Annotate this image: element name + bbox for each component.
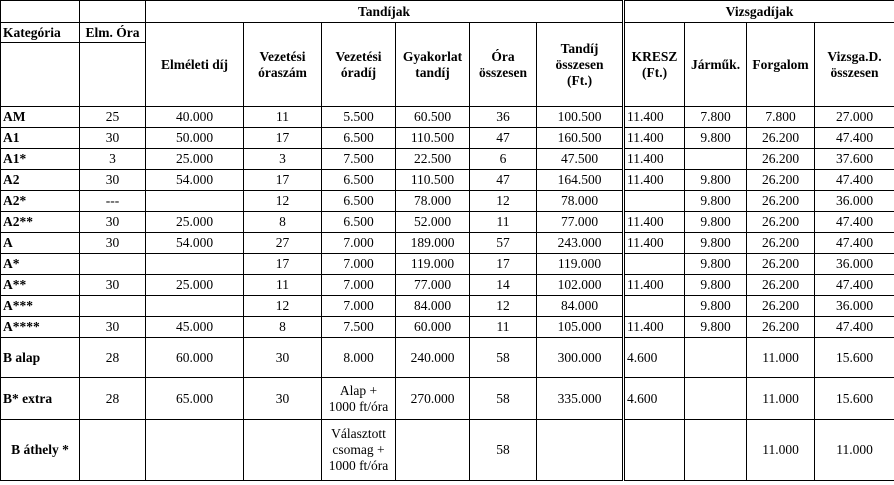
col-header-kresz: KRESZ (Ft.) — [624, 23, 685, 107]
cell-elmeleti-dij — [146, 296, 244, 317]
cell-elmeleti-dij: 50.000 — [146, 128, 244, 149]
table-row — [1, 254, 894, 275]
cell-elmeleti-dij: 45.000 — [146, 317, 244, 338]
cell-elm-ora — [80, 420, 146, 481]
cell-ora-osszesen: 11 — [470, 317, 537, 338]
cell-tandij-osszesen: 300.000 — [537, 338, 624, 378]
cell-jarmuk: 9.800 — [685, 296, 747, 317]
cell-kategoria: B* extra — [1, 378, 80, 420]
cell-vezetesi-oraszam — [244, 420, 322, 481]
cell-gyakorlat-tandij: 270.000 — [396, 378, 470, 420]
table-row — [1, 233, 894, 254]
col-header-vizsga-osszesen: Vizsga.D. összesen — [815, 23, 894, 107]
cell-ora-osszesen: 6 — [470, 149, 537, 170]
cell-forgalom: 26.200 — [747, 317, 815, 338]
cell-elmeleti-dij: 54.000 — [146, 233, 244, 254]
cell-ora-osszesen: 47 — [470, 170, 537, 191]
cell-vezetesi-oraszam: 30 — [244, 338, 322, 378]
cell-vezetesi-oraszam: 17 — [244, 170, 322, 191]
cell-forgalom: 26.200 — [747, 149, 815, 170]
cell-kategoria: A2 — [1, 170, 80, 191]
group-header-vizsgadijak: Vizsgadíjak — [624, 1, 894, 23]
cell-vizsga-osszesen: 15.600 — [815, 378, 894, 420]
header-blank-3 — [1, 43, 80, 107]
cell-gyakorlat-tandij: 189.000 — [396, 233, 470, 254]
table-row — [1, 212, 894, 233]
cell-elm-ora: 30 — [80, 317, 146, 338]
cell-jarmuk: 9.800 — [685, 212, 747, 233]
cell-jarmuk: 9.800 — [685, 233, 747, 254]
cell-gyakorlat-tandij — [396, 420, 470, 481]
col-header-elmeleti-dij: Elméleti díj — [146, 23, 244, 107]
cell-gyakorlat-tandij: 78.000 — [396, 191, 470, 212]
cell-vizsga-osszesen: 47.400 — [815, 275, 894, 296]
cell-vezetesi-oradij: 7.500 — [322, 149, 396, 170]
cell-vizsga-osszesen: 27.000 — [815, 107, 894, 128]
cell-elmeleti-dij — [146, 191, 244, 212]
cell-vezetesi-oraszam: 12 — [244, 191, 322, 212]
cell-gyakorlat-tandij: 52.000 — [396, 212, 470, 233]
cell-kategoria: A2** — [1, 212, 80, 233]
cell-kresz: 4.600 — [624, 338, 685, 378]
cell-vezetesi-oraszam: 17 — [244, 254, 322, 275]
cell-vizsga-osszesen: 15.600 — [815, 338, 894, 378]
cell-kategoria: A2* — [1, 191, 80, 212]
cell-vezetesi-oraszam: 11 — [244, 275, 322, 296]
table-row — [1, 149, 894, 170]
cell-forgalom: 26.200 — [747, 170, 815, 191]
cell-vizsga-osszesen: 47.400 — [815, 128, 894, 149]
cell-jarmuk: 7.800 — [685, 107, 747, 128]
cell-jarmuk — [685, 420, 747, 481]
cell-kategoria: B alap — [1, 338, 80, 378]
cell-ora-osszesen: 12 — [470, 296, 537, 317]
cell-elm-ora: --- — [80, 191, 146, 212]
cell-elm-ora — [80, 254, 146, 275]
cell-kresz: 11.400 — [624, 212, 685, 233]
cell-vezetesi-oraszam: 8 — [244, 212, 322, 233]
cell-elmeleti-dij: 40.000 — [146, 107, 244, 128]
table-row — [1, 107, 894, 128]
cell-ora-osszesen: 58 — [470, 420, 537, 481]
cell-gyakorlat-tandij: 84.000 — [396, 296, 470, 317]
table-row — [1, 128, 894, 149]
cell-forgalom: 26.200 — [747, 296, 815, 317]
cell-elmeleti-dij: 65.000 — [146, 378, 244, 420]
cell-vezetesi-oraszam: 8 — [244, 317, 322, 338]
cell-vezetesi-oradij: 7.500 — [322, 317, 396, 338]
cell-tandij-osszesen: 164.500 — [537, 170, 624, 191]
cell-kategoria: A*** — [1, 296, 80, 317]
oradij-line: Választott — [331, 426, 386, 441]
cell-ora-osszesen: 47 — [470, 128, 537, 149]
cell-tandij-osszesen — [537, 420, 624, 481]
cell-ora-osszesen: 14 — [470, 275, 537, 296]
cell-kategoria: A1 — [1, 128, 80, 149]
cell-vizsga-osszesen: 47.400 — [815, 317, 894, 338]
col-header-tandij-osszesen: Tandíj összesen (Ft.) — [537, 23, 624, 107]
cell-vezetesi-oraszam: 30 — [244, 378, 322, 420]
header-blank-1 — [1, 1, 80, 23]
table-row — [1, 296, 894, 317]
table-row — [1, 275, 894, 296]
cell-kategoria: A**** — [1, 317, 80, 338]
cell-kresz: 11.400 — [624, 149, 685, 170]
cell-ora-osszesen: 12 — [470, 191, 537, 212]
group-header-tandijak: Tandíjak — [146, 1, 624, 23]
oradij-line: csomag + — [332, 442, 385, 457]
cell-elm-ora: 30 — [80, 170, 146, 191]
oradij-line: Alap + — [339, 382, 378, 398]
cell-elm-ora: 3 — [80, 149, 146, 170]
cell-elm-ora: 28 — [80, 338, 146, 378]
cell-elm-ora: 25 — [80, 107, 146, 128]
cell-jarmuk — [685, 378, 747, 420]
cell-gyakorlat-tandij: 110.500 — [396, 128, 470, 149]
cell-vezetesi-oradij: 6.500 — [322, 191, 396, 212]
cell-elmeleti-dij: 25.000 — [146, 212, 244, 233]
cell-tandij-osszesen: 78.000 — [537, 191, 624, 212]
cell-forgalom: 11.000 — [747, 338, 815, 378]
col-header-ora-osszesen: Óra összesen — [470, 23, 537, 107]
cell-jarmuk: 9.800 — [685, 191, 747, 212]
cell-forgalom: 26.200 — [747, 275, 815, 296]
cell-vezetesi-oradij — [322, 378, 396, 420]
cell-gyakorlat-tandij: 60.500 — [396, 107, 470, 128]
cell-elm-ora: 30 — [80, 212, 146, 233]
cell-forgalom: 26.200 — [747, 191, 815, 212]
cell-kresz: 11.400 — [624, 128, 685, 149]
cell-vezetesi-oradij: 7.000 — [322, 296, 396, 317]
cell-vezetesi-oraszam: 3 — [244, 149, 322, 170]
cell-tandij-osszesen: 105.000 — [537, 317, 624, 338]
col-header-jarmuk: Járműk. — [685, 23, 747, 107]
cell-vizsga-osszesen: 37.600 — [815, 149, 894, 170]
cell-kresz: 11.400 — [624, 275, 685, 296]
cell-kresz: 11.400 — [624, 317, 685, 338]
cell-forgalom: 7.800 — [747, 107, 815, 128]
cell-kresz: 11.400 — [624, 170, 685, 191]
cell-vezetesi-oradij: 7.000 — [322, 233, 396, 254]
table-row — [1, 378, 894, 420]
cell-vezetesi-oradij: 6.500 — [322, 128, 396, 149]
col-header-kategoria: Kategória — [1, 23, 80, 43]
cell-ora-osszesen: 36 — [470, 107, 537, 128]
cell-vezetesi-oradij: 5.500 — [322, 107, 396, 128]
cell-ora-osszesen: 57 — [470, 233, 537, 254]
cell-kategoria: A* — [1, 254, 80, 275]
cell-kresz — [624, 254, 685, 275]
cell-vezetesi-oraszam: 12 — [244, 296, 322, 317]
cell-forgalom: 26.200 — [747, 254, 815, 275]
cell-vizsga-osszesen: 47.400 — [815, 233, 894, 254]
cell-gyakorlat-tandij: 77.000 — [396, 275, 470, 296]
cell-kategoria: AM — [1, 107, 80, 128]
cell-kresz: 4.600 — [624, 378, 685, 420]
cell-kategoria: A1* — [1, 149, 80, 170]
cell-jarmuk: 9.800 — [685, 275, 747, 296]
cell-forgalom: 26.200 — [747, 212, 815, 233]
cell-elmeleti-dij — [146, 254, 244, 275]
cell-tandij-osszesen: 100.500 — [537, 107, 624, 128]
header-blank-4 — [80, 43, 146, 107]
oradij-line: 1000 ft/óra — [328, 458, 389, 473]
cell-gyakorlat-tandij: 240.000 — [396, 338, 470, 378]
cell-vezetesi-oradij — [322, 338, 396, 378]
cell-jarmuk — [685, 149, 747, 170]
oradij-line: 8.000 — [343, 349, 374, 365]
table-row — [1, 338, 894, 378]
header-blank-2 — [80, 1, 146, 23]
cell-vizsga-osszesen: 47.400 — [815, 170, 894, 191]
cell-ora-osszesen: 58 — [470, 338, 537, 378]
cell-elm-ora: 30 — [80, 128, 146, 149]
table-row — [1, 420, 894, 481]
cell-vezetesi-oraszam: 11 — [244, 107, 322, 128]
cell-jarmuk: 9.800 — [685, 128, 747, 149]
table-row — [1, 191, 894, 212]
cell-tandij-osszesen: 160.500 — [537, 128, 624, 149]
cell-vezetesi-oraszam: 27 — [244, 233, 322, 254]
cell-vezetesi-oradij: 7.000 — [322, 275, 396, 296]
table-row — [1, 170, 894, 191]
cell-forgalom: 26.200 — [747, 233, 815, 254]
cell-gyakorlat-tandij: 60.000 — [396, 317, 470, 338]
cell-tandij-osszesen: 102.000 — [537, 275, 624, 296]
cell-tandij-osszesen: 47.500 — [537, 149, 624, 170]
cell-vezetesi-oradij: 6.500 — [322, 212, 396, 233]
cell-vizsga-osszesen: 47.400 — [815, 212, 894, 233]
cell-kresz — [624, 191, 685, 212]
cell-elmeleti-dij — [146, 420, 244, 481]
cell-elm-ora: 28 — [80, 378, 146, 420]
cell-elmeleti-dij: 60.000 — [146, 338, 244, 378]
cell-jarmuk: 9.800 — [685, 317, 747, 338]
cell-forgalom: 26.200 — [747, 128, 815, 149]
cell-ora-osszesen: 11 — [470, 212, 537, 233]
cell-elm-ora: 30 — [80, 233, 146, 254]
cell-tandij-osszesen: 119.000 — [537, 254, 624, 275]
cell-ora-osszesen: 58 — [470, 378, 537, 420]
cell-vizsga-osszesen: 36.000 — [815, 191, 894, 212]
col-header-vezetesi-oradij: Vezetési óradíj — [322, 23, 396, 107]
cell-kresz — [624, 420, 685, 481]
col-header-vezetesi-oraszam: Vezetési óraszám — [244, 23, 322, 107]
cell-elmeleti-dij: 25.000 — [146, 275, 244, 296]
cell-vezetesi-oradij: 6.500 — [322, 170, 396, 191]
cell-kategoria: A** — [1, 275, 80, 296]
col-header-gyakorlat-tandij: Gyakorlat tandíj — [396, 23, 470, 107]
cell-vezetesi-oradij — [322, 420, 396, 481]
cell-vezetesi-oradij: 7.000 — [322, 254, 396, 275]
col-header-forgalom: Forgalom — [747, 23, 815, 107]
cell-elm-ora: 30 — [80, 275, 146, 296]
cell-elmeleti-dij: 25.000 — [146, 149, 244, 170]
cell-kategoria: A — [1, 233, 80, 254]
cell-tandij-osszesen: 335.000 — [537, 378, 624, 420]
cell-vizsga-osszesen: 36.000 — [815, 296, 894, 317]
oradij-line: 1000 ft/óra — [328, 398, 389, 414]
cell-tandij-osszesen: 77.000 — [537, 212, 624, 233]
cell-gyakorlat-tandij: 119.000 — [396, 254, 470, 275]
cell-forgalom: 11.000 — [747, 378, 815, 420]
cell-gyakorlat-tandij: 110.500 — [396, 170, 470, 191]
cell-kresz: 11.400 — [624, 233, 685, 254]
cell-jarmuk — [685, 338, 747, 378]
cell-vizsga-osszesen: 11.000 — [815, 420, 894, 481]
cell-vezetesi-oraszam: 17 — [244, 128, 322, 149]
cell-elmeleti-dij: 54.000 — [146, 170, 244, 191]
cell-kategoria: B áthely * — [1, 420, 80, 481]
col-header-elm-ora: Elm. Óra — [80, 23, 146, 43]
cell-vizsga-osszesen: 36.000 — [815, 254, 894, 275]
table-row — [1, 317, 894, 338]
cell-gyakorlat-tandij: 22.500 — [396, 149, 470, 170]
cell-kresz: 11.400 — [624, 107, 685, 128]
cell-jarmuk: 9.800 — [685, 254, 747, 275]
cell-forgalom: 11.000 — [747, 420, 815, 481]
cell-tandij-osszesen: 84.000 — [537, 296, 624, 317]
cell-jarmuk: 9.800 — [685, 170, 747, 191]
cell-ora-osszesen: 17 — [470, 254, 537, 275]
cell-tandij-osszesen: 243.000 — [537, 233, 624, 254]
cell-kresz — [624, 296, 685, 317]
cell-elm-ora — [80, 296, 146, 317]
